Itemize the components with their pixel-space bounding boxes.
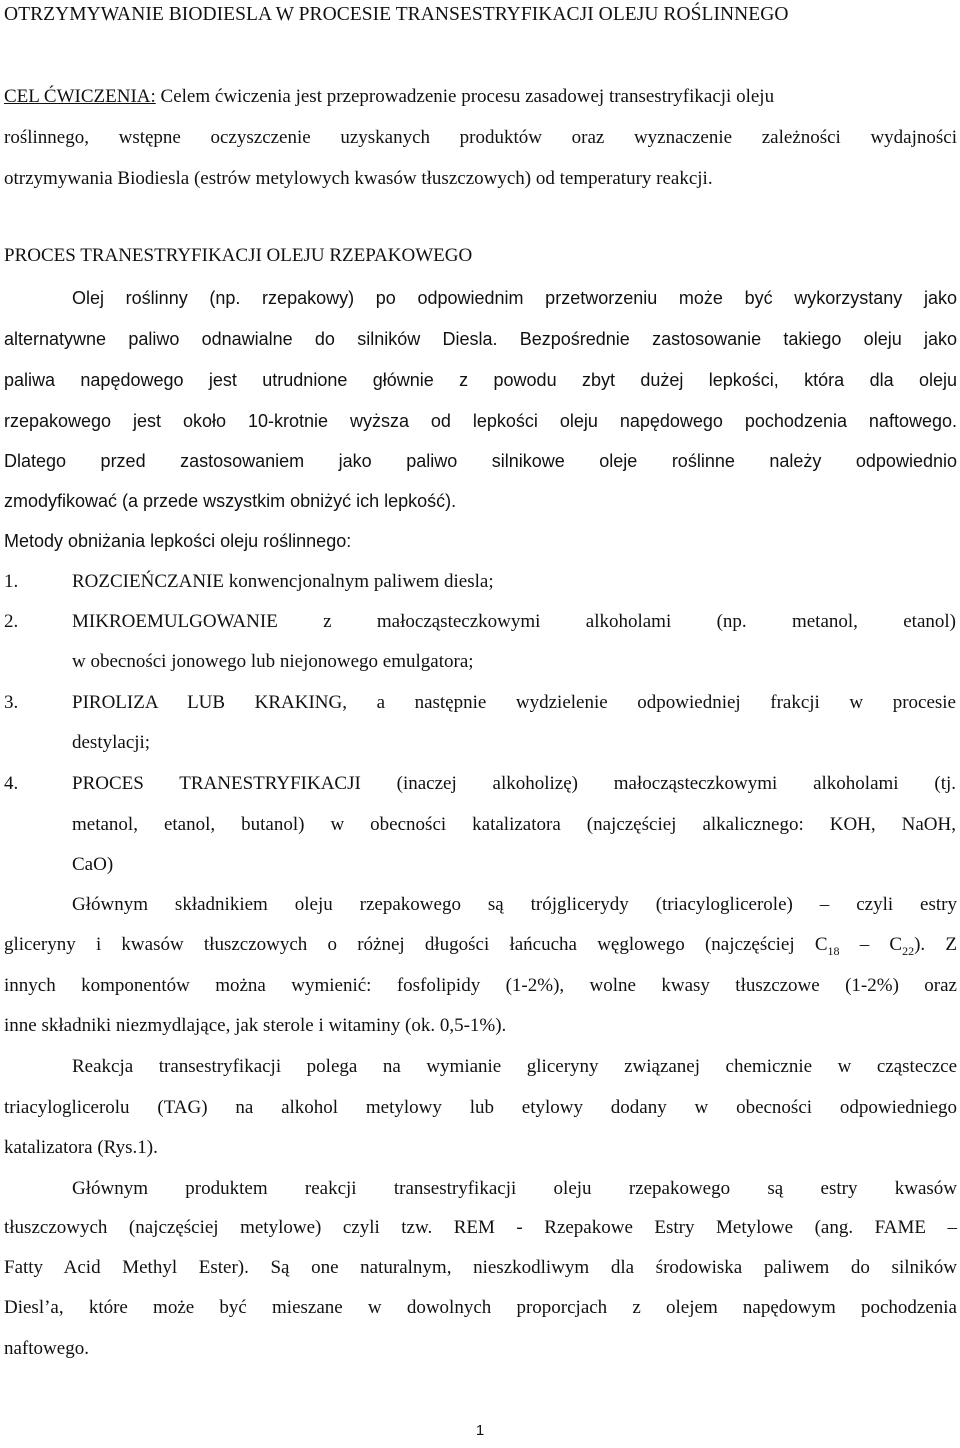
- method-4-line-1: PROCES TRANESTRYFIKACJI (inaczej alkoholizę) małocząsteczkowymi alkoholami (tj.: [72, 773, 956, 794]
- product-line-1: Głównym produktem reakcji transestryfikacji oleju rzepakowego są estry kwasów: [72, 1178, 957, 1199]
- composition-line-3: innych komponentów można wymienić: fosfolipidy (1-2%), wolne kwasy tłuszczowe (1-2%) oraz: [4, 975, 957, 996]
- goal-line-1: CEL ĆWICZENIA: Celem ćwiczenia jest przeprowadzenie procesu zasadowej transestryfikacji oleju: [4, 86, 775, 107]
- methods-heading: Metody obniżania lepkości oleju roślinnego:: [4, 531, 352, 551]
- subscript-22: 22: [902, 943, 915, 958]
- intro-line-2: alternatywne paliwo odnawialne do silników Diesla. Bezpośrednie zastosowanie takiego oleju jako: [4, 329, 957, 349]
- intro-line-6: zmodyfikować (a przede wszystkim obniżyć ich lepkość).: [4, 491, 457, 511]
- section-heading: PROCES TRANESTRYFIKACJI OLEJU RZEPAKOWEGO: [4, 245, 473, 266]
- method-3-line-1: PIROLIZA LUB KRAKING, a następnie wydzielenie odpowiedniej frakcji w procesie: [72, 692, 956, 713]
- method-4-line-3: CaO): [72, 854, 114, 875]
- product-line-2: tłuszczowych (najczęściej metylowe) czyli tzw. REM - Rzepakowe Estry Metylowe (ang. FAME –: [4, 1217, 957, 1238]
- document-title: OTRZYMYWANIE BIODIESLA W PROCESIE TRANSESTRYFIKACJI OLEJU ROŚLINNEGO: [4, 4, 789, 25]
- goal-line-2: roślinnego, wstępne oczyszczenie uzyskanych produktów oraz wyznaczenie zależności wydajności: [4, 127, 957, 148]
- product-line-3: Fatty Acid Methyl Ester). Są one naturalnym, nieszkodliwym dla środowiska paliwem do silników: [4, 1257, 957, 1278]
- intro-line-1: Olej roślinny (np. rzepakowy) po odpowiednim przetworzeniu może być wykorzystany jako: [72, 288, 957, 308]
- composition-line-4: inne składniki niezmydlające, jak sterole i witaminy (ok. 0,5-1%).: [4, 1015, 507, 1036]
- reaction-line-2: triacyloglicerolu (TAG) na alkohol metylowy lub etylowy dodany w obecności odpowiedniego: [4, 1097, 957, 1118]
- method-3-number: 3.: [4, 692, 19, 713]
- reaction-line-1: Reakcja transestryfikacji polega na wymianie gliceryny związanej chemicznie w cząsteczce: [72, 1056, 957, 1077]
- composition-line-2: gliceryny i kwasów tłuszczowych o różnej długości łańcucha węglowego (najczęściej $C_{18} - C_{22}$). Z: [4, 934, 957, 958]
- method-2-line-2: w obecności jonowego lub niejonowego emulgatora;: [72, 651, 474, 672]
- intro-line-4: rzepakowego jest około 10-krotnie wyższa od lepkości oleju napędowego pochodzenia naftowego.: [4, 411, 957, 431]
- intro-line-3: paliwa napędowego jest utrudnione głównie z powodu zbyt dużej lepkości, która dla oleju: [4, 370, 957, 390]
- method-2-number: 2.: [4, 611, 19, 632]
- goal-label: CEL ĆWICZENIA:: [4, 86, 156, 107]
- method-4-line-2: metanol, etanol, butanol) w obecności katalizatora (najczęściej alkalicznego: KOH, NaOH,: [72, 814, 956, 835]
- method-2-line-1: MIKROEMULGOWANIE z małocząsteczkowymi alkoholami (np. metanol, etanol): [72, 611, 956, 632]
- method-1-number: 1.: [4, 571, 19, 592]
- composition-line-1: Głównym składnikiem oleju rzepakowego są trójglicerydy (triacyloglicerole) – czyli estry: [72, 894, 957, 915]
- method-3-line-2: destylacji;: [72, 732, 151, 753]
- method-4-number: 4.: [4, 773, 19, 794]
- product-line-5: naftowego.: [4, 1338, 89, 1359]
- page-number: 1: [475, 1422, 485, 1439]
- product-line-4: Diesl’a, które może być mieszane w dowolnych proporcjach z olejem napędowym pochodzenia: [4, 1297, 957, 1318]
- goal-line-3: otrzymywania Biodiesla (estrów metylowych kwasów tłuszczowych) od temperatury reakcji.: [4, 168, 713, 189]
- intro-line-5: Dlatego przed zastosowaniem jako paliwo silnikowe oleje roślinne należy odpowiednio: [4, 451, 957, 471]
- reaction-line-3: katalizatora (Rys.1).: [4, 1137, 158, 1158]
- subscript-18: 18: [827, 943, 840, 958]
- method-1-line-1: ROZCIEŃCZANIE konwencjonalnym paliwem diesla;: [72, 571, 494, 592]
